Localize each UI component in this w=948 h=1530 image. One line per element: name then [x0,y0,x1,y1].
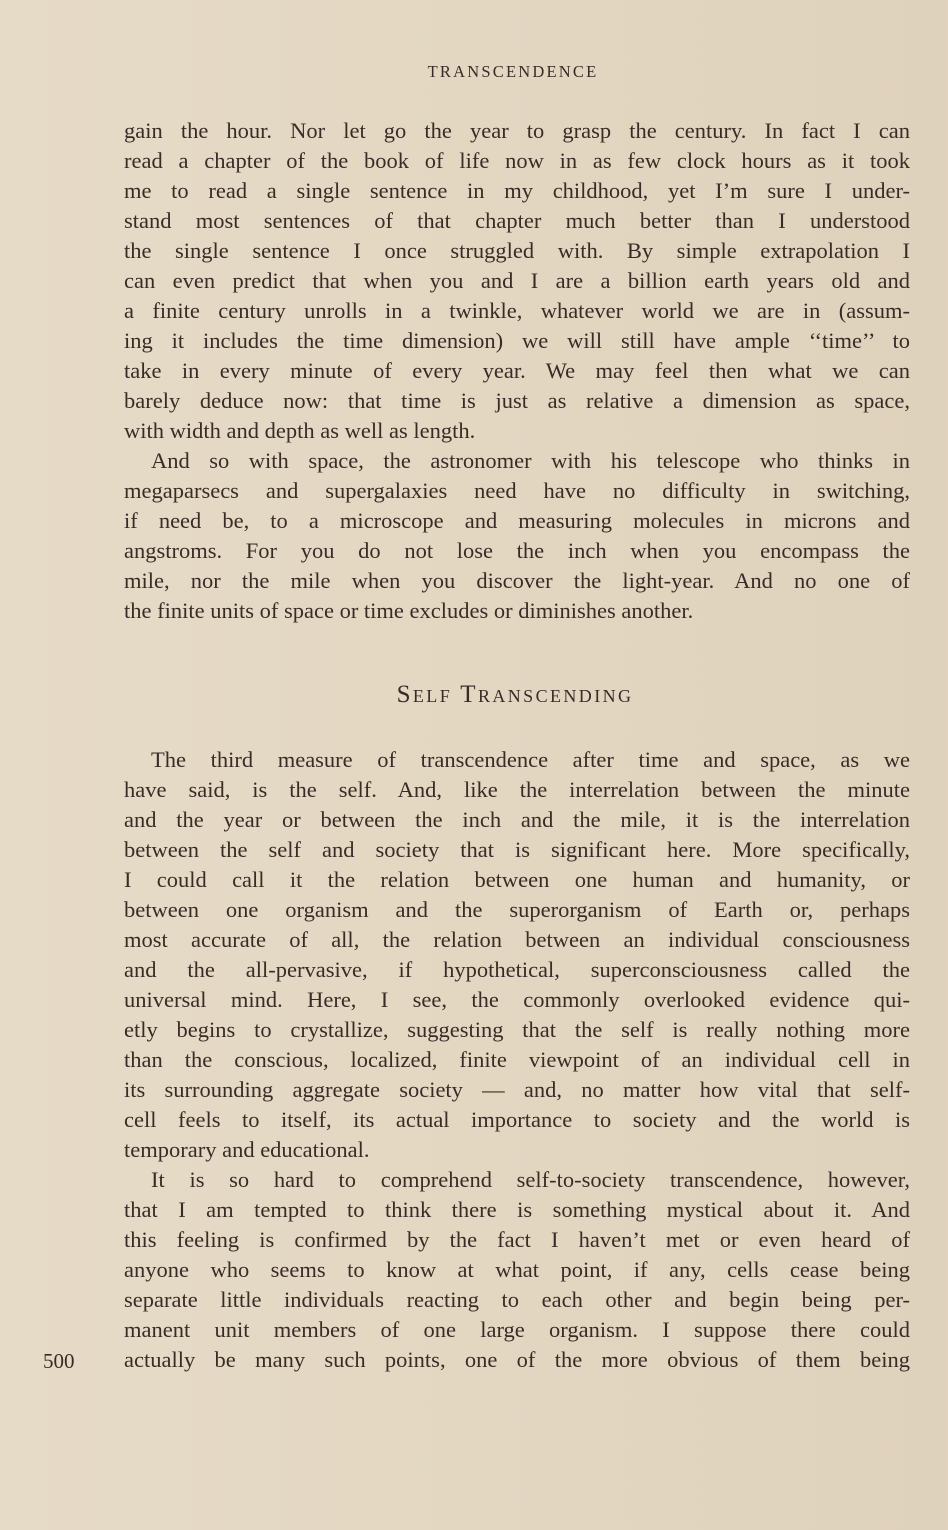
page-number: 500 [43,1349,75,1373]
text-line: than the conscious, localized, finite viewpoint of an individual cell in [124,1047,910,1072]
text-line: separate little individuals reacting to each other and begin being per- [124,1287,910,1312]
text-line: the finite units of space or time excludes or diminishes another. [124,598,694,623]
text-line: actually be many such points, one of the more obvious of them being [124,1347,910,1372]
text-line: between one organism and the superorganism of Earth or, perhaps [124,897,910,922]
text-line: anyone who seems to know at what point, if any, cells cease being [124,1257,910,1282]
text-line: this feeling is confirmed by the fact I haven’t met or even heard of [124,1227,910,1252]
text-line: mile, nor the mile when you discover the light-year. And no one of [124,568,910,593]
text-line: its surrounding aggregate society — and, no matter how vital that self- [124,1077,910,1102]
text-line: and the all-pervasive, if hypothetical, superconsciousness called the [124,957,910,982]
text-line: manent unit members of one large organism. I suppose there could [124,1317,910,1342]
text-block-self-transcending [124,745,910,1375]
text-line: barely deduce now: that time is just as relative a dimension as space, [124,388,910,413]
text-line: me to read a single sentence in my childhood, yet I’m sure I under- [124,178,910,203]
section-heading: Self Transcending [396,681,634,708]
text-line: universal mind. Here, I see, the commonly overlooked evidence qui- [124,987,910,1012]
text-line: with width and depth as well as length. [124,418,476,443]
text-line: have said, is the self. And, like the interrelation between the minute [124,777,910,802]
text-line: gain the hour. Nor let go the year to grasp the century. In fact I can [124,118,910,143]
text-line: cell feels to itself, its actual importance to society and the world is [124,1107,910,1132]
text-line: ing it includes the time dimension) we will still have ample ‘‘time’’ to [124,328,910,353]
text-line: I could call it the relation between one human and humanity, or [124,867,910,892]
text-line: most accurate of all, the relation between an individual consciousness [124,927,910,952]
text-line: take in every minute of every year. We may feel then what we can [124,358,910,383]
text-line: temporary and educational. [124,1137,370,1162]
text-line: angstroms. For you do not lose the inch when you encompass the [124,538,910,563]
text-line: read a chapter of the book of life now in as few clock hours as it took [124,148,910,173]
text-block-time-space [124,116,910,626]
text-line: megaparsecs and supergalaxies need have no difficulty in switching, [124,478,910,503]
text-line: a finite century unrolls in a twinkle, whatever world we are in (assum- [124,298,910,323]
text-line: between the self and society that is significant here. More specifically, [124,837,910,862]
text-line: can even predict that when you and I are a billion earth years old and [124,268,910,293]
text-line: that I am tempted to think there is something mystical about it. And [124,1197,910,1222]
text-line: And so with space, the astronomer with his telescope who thinks in [151,448,910,473]
text-line: etly begins to crystallize, suggesting that the self is really nothing more [124,1017,910,1042]
running-head: TRANSCENDENCE [427,62,599,81]
text-line: It is so hard to comprehend self-to-society transcendence, however, [151,1167,910,1192]
text-line: the single sentence I once struggled with. By simple extrapolation I [124,238,910,263]
text-line: The third measure of transcendence after time and space, as we [151,747,910,772]
text-line: and the year or between the inch and the mile, it is the interrelation [124,807,910,832]
text-line: if need be, to a microscope and measuring molecules in microns and [124,508,910,533]
text-line: stand most sentences of that chapter much better than I understood [124,208,910,233]
